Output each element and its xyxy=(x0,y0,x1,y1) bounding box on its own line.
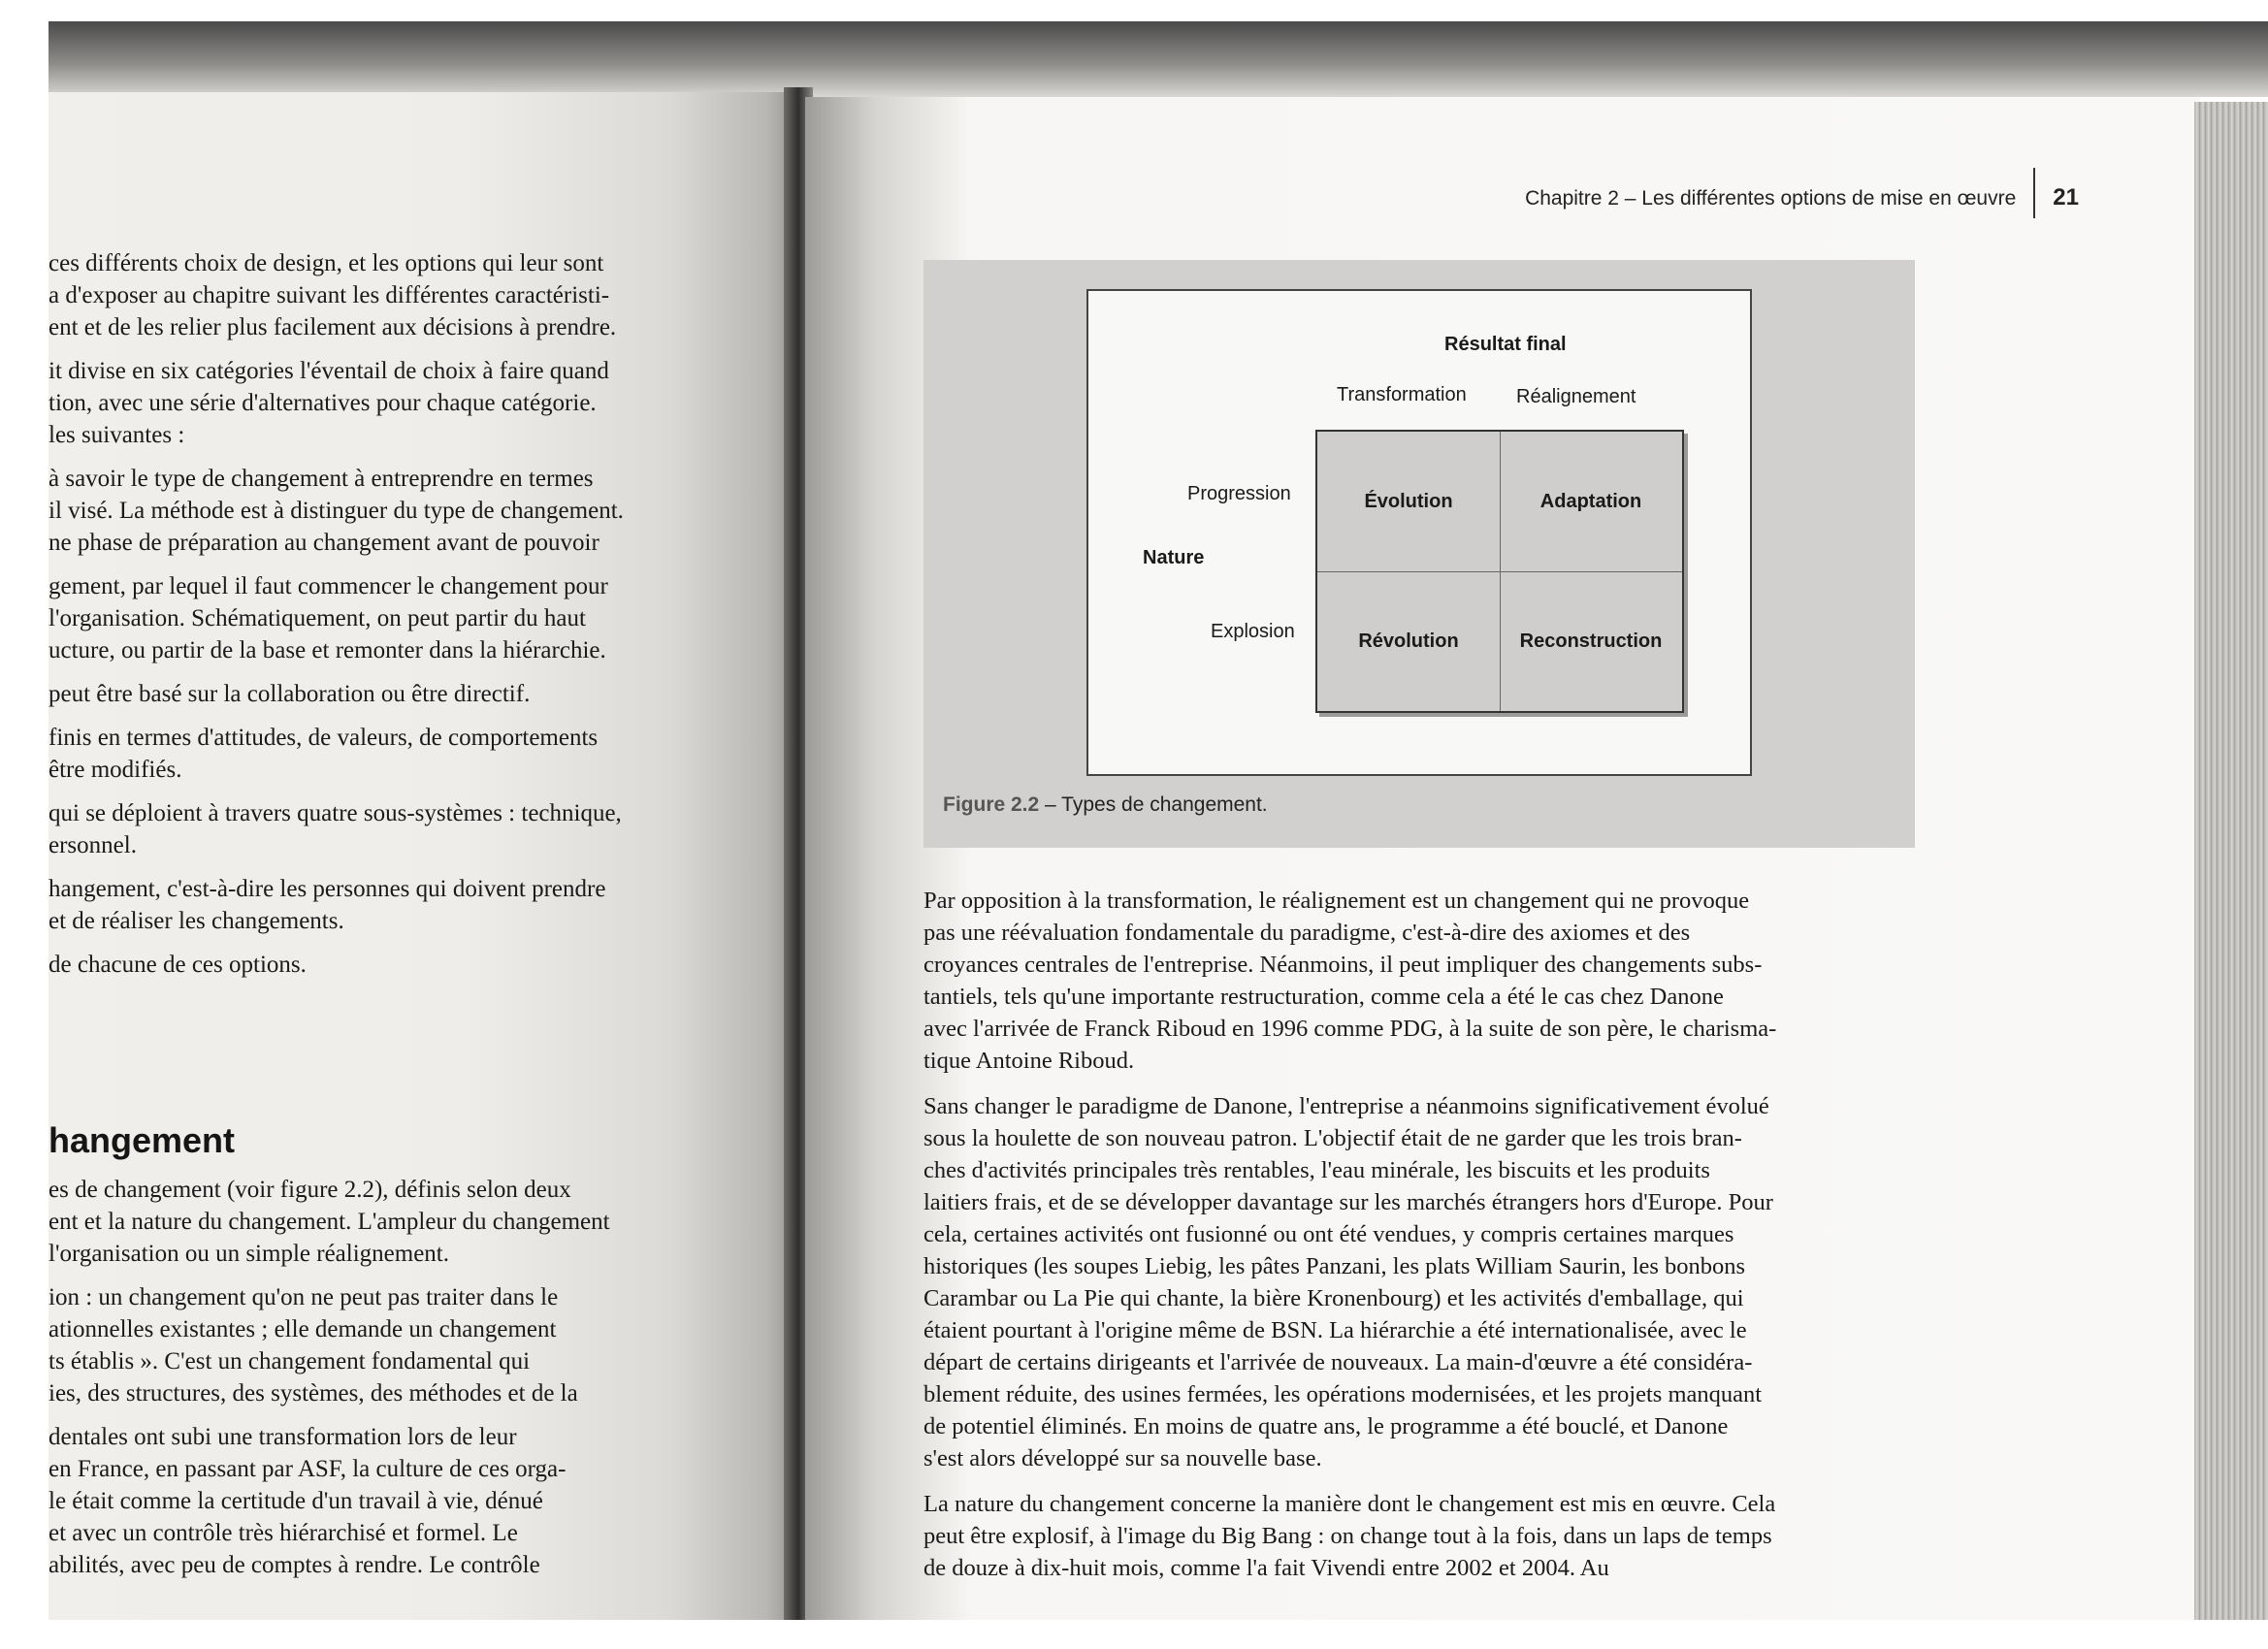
right-line: tique Antoine Riboud. xyxy=(923,1048,1135,1074)
chapter-title: Chapitre 2 – Les différentes options de mise en œuvre xyxy=(1525,186,2017,210)
left-line: les suivantes : xyxy=(49,422,185,448)
left-line: ent et la nature du changement. L'ampleur du changement xyxy=(49,1209,610,1235)
right-text-block xyxy=(923,885,1915,1584)
left-line: ent et de les relier plus facilement aux décisions à prendre. xyxy=(49,314,617,340)
left-line: finis en termes d'attitudes, de valeurs, de comportements xyxy=(49,725,599,751)
left-line: qui se déploient à travers quatre sous-systèmes : technique, xyxy=(49,800,622,826)
right-line: Par opposition à la transformation, le réalignement est un changement qui ne provoque xyxy=(923,888,1750,914)
left-line: abilités, avec peu de comptes à rendre. Le contrôle xyxy=(49,1552,540,1578)
left-section-heading: hangement xyxy=(49,1120,236,1160)
left-text-block-1 xyxy=(49,247,757,981)
axis-left-title: Nature xyxy=(1143,547,1205,568)
left-line: gement, par lequel il faut commencer le changement pour xyxy=(49,573,608,599)
cell-revolution: Révolution xyxy=(1317,571,1501,711)
left-line: tion, avec une série d'alternatives pour chaque catégorie. xyxy=(49,390,597,416)
cell-reconstruction: Reconstruction xyxy=(1519,630,1663,652)
left-line: ies, des structures, des systèmes, des méthodes et de la xyxy=(49,1380,578,1406)
left-line: dentales ont subi une transformation lors de leur xyxy=(49,1424,517,1450)
right-line: peut être explosif, à l'image du Big Bang : on change tout à la fois, dans un laps de temps xyxy=(923,1523,1772,1549)
cell-adaptation: Adaptation xyxy=(1500,432,1682,572)
right-page xyxy=(805,97,2200,1620)
left-line: peut être basé sur la collaboration ou être directif. xyxy=(49,681,531,707)
right-line: laitiers frais, et de se développer davantage sur les marchés étrangers hors d'Europe. Pour xyxy=(923,1189,1773,1215)
left-line: l'organisation. Schématiquement, on peut partir du haut xyxy=(49,605,586,631)
right-line: s'est alors développé sur sa nouvelle base. xyxy=(923,1445,1322,1471)
figure-caption-text: – Types de changement. xyxy=(1039,793,1268,816)
right-line: cela, certaines activités ont fusionné ou ont été vendues, y compris certaines marques xyxy=(923,1221,1734,1247)
right-line: pas une réévaluation fondamentale du paradigme, c'est-à-dire des axiomes et des xyxy=(923,920,1691,946)
left-text-block-2 xyxy=(49,1174,757,1581)
axis-top-title: Résultat final xyxy=(1444,334,1567,355)
figure-frame xyxy=(1086,289,1752,776)
left-line: ne phase de préparation au changement avant de pouvoir xyxy=(49,530,599,556)
right-line: ches d'activités principales très rentables, l'eau minérale, les biscuits et les produits xyxy=(923,1157,1710,1183)
left-line: hangement, c'est-à-dire les personnes qui doivent prendre xyxy=(49,876,606,902)
right-line: Sans changer le paradigme de Danone, l'entreprise a néanmoins significativement évolué xyxy=(923,1093,1769,1119)
right-line: départ de certains dirigeants et l'arrivée de nouveaux. La main-d'œuvre a été considéra- xyxy=(923,1349,1753,1375)
left-line: de chacune de ces options. xyxy=(49,952,307,978)
left-line: ts établis ». C'est un changement fondamental qui xyxy=(49,1348,531,1374)
right-line: tantiels, tels qu'une importante restructuration, comme cela a été le cas chez Danone xyxy=(923,984,1724,1010)
left-line: ucture, ou partir de la base et remonter dans la hiérarchie. xyxy=(49,637,606,663)
right-line: avec l'arrivée de Franck Riboud en 1996 comme PDG, à la suite de son père, le charisma- xyxy=(923,1016,1777,1042)
left-line: le était comme la certitude d'un travail à vie, dénué xyxy=(49,1488,543,1514)
left-page xyxy=(49,92,805,1620)
right-line: croyances centrales de l'entreprise. Néanmoins, il peut impliquer des changements subs- xyxy=(923,952,1763,978)
figure-caption-label: Figure 2.2 xyxy=(943,793,1040,816)
left-line: es de changement (voir figure 2.2), définis selon deux xyxy=(49,1177,571,1203)
scan-shadow-top xyxy=(49,21,2268,97)
scan-margin-bottom xyxy=(49,1620,2268,1649)
left-line: l'organisation ou un simple réalignement. xyxy=(49,1241,449,1267)
col-label-transformation: Transformation xyxy=(1337,384,1467,405)
left-line: ersonnel. xyxy=(49,832,137,858)
page-edge-stack xyxy=(2194,102,2268,1620)
figure-caption xyxy=(943,793,1268,817)
row-label-explosion: Explosion xyxy=(1211,621,1295,642)
right-line: blement réduite, des usines fermées, les opérations modernisées, et les projets manquant xyxy=(923,1381,1763,1407)
left-line: être modifiés. xyxy=(49,757,182,783)
row-label-progression: Progression xyxy=(1187,483,1291,504)
right-line: Carambar ou La Pie qui chante, la bière Kronenbourg) et les activités d'emballage, qui xyxy=(923,1285,1744,1311)
left-line: à savoir le type de changement à entreprendre en termes xyxy=(49,466,594,492)
left-line: ationnelles existantes ; elle demande un changement xyxy=(49,1316,557,1342)
change-matrix xyxy=(1315,430,1684,713)
left-line: ces différents choix de design, et les options qui leur sont xyxy=(49,250,604,276)
figure-2-2 xyxy=(923,260,1915,848)
col-label-realignement: Réalignement xyxy=(1516,386,1636,407)
left-line: ion : un changement qu'on ne peut pas traiter dans le xyxy=(49,1284,559,1310)
right-line: étaient pourtant à l'origine même de BSN. La hiérarchie a été internationalisée, avec le xyxy=(923,1317,1747,1343)
left-line: a d'exposer au chapitre suivant les différentes caractéristi- xyxy=(49,282,610,308)
right-line: sous la houlette de son nouveau patron. L'objectif était de ne garder que les trois bran- xyxy=(923,1125,1742,1151)
left-line: il visé. La méthode est à distinguer du type de changement. xyxy=(49,498,624,524)
page-number: 21 xyxy=(2053,183,2079,210)
right-line: La nature du changement concerne la manière dont le changement est mis en œuvre. Cela xyxy=(923,1491,1776,1517)
running-head xyxy=(1525,179,2079,218)
left-line: et de réaliser les changements. xyxy=(49,908,344,934)
right-line: de douze à dix-huit mois, comme l'a fait Vivendi entre 2002 et 2004. Au xyxy=(923,1555,1609,1581)
cell-evolution: Évolution xyxy=(1317,432,1501,572)
left-line: it divise en six catégories l'éventail de choix à faire quand xyxy=(49,358,609,384)
right-line: de potentiel éliminés. En moins de quatre ans, le programme a été bouclé, et Danone xyxy=(923,1413,1729,1439)
right-line: historiques (les soupes Liebig, les pâtes Panzani, les plats William Saurin, les bonbons xyxy=(923,1253,1746,1279)
left-line: et avec un contrôle très hiérarchisé et formel. Le xyxy=(49,1520,518,1546)
left-line: en France, en passant par ASF, la culture de ces orga- xyxy=(49,1456,567,1482)
